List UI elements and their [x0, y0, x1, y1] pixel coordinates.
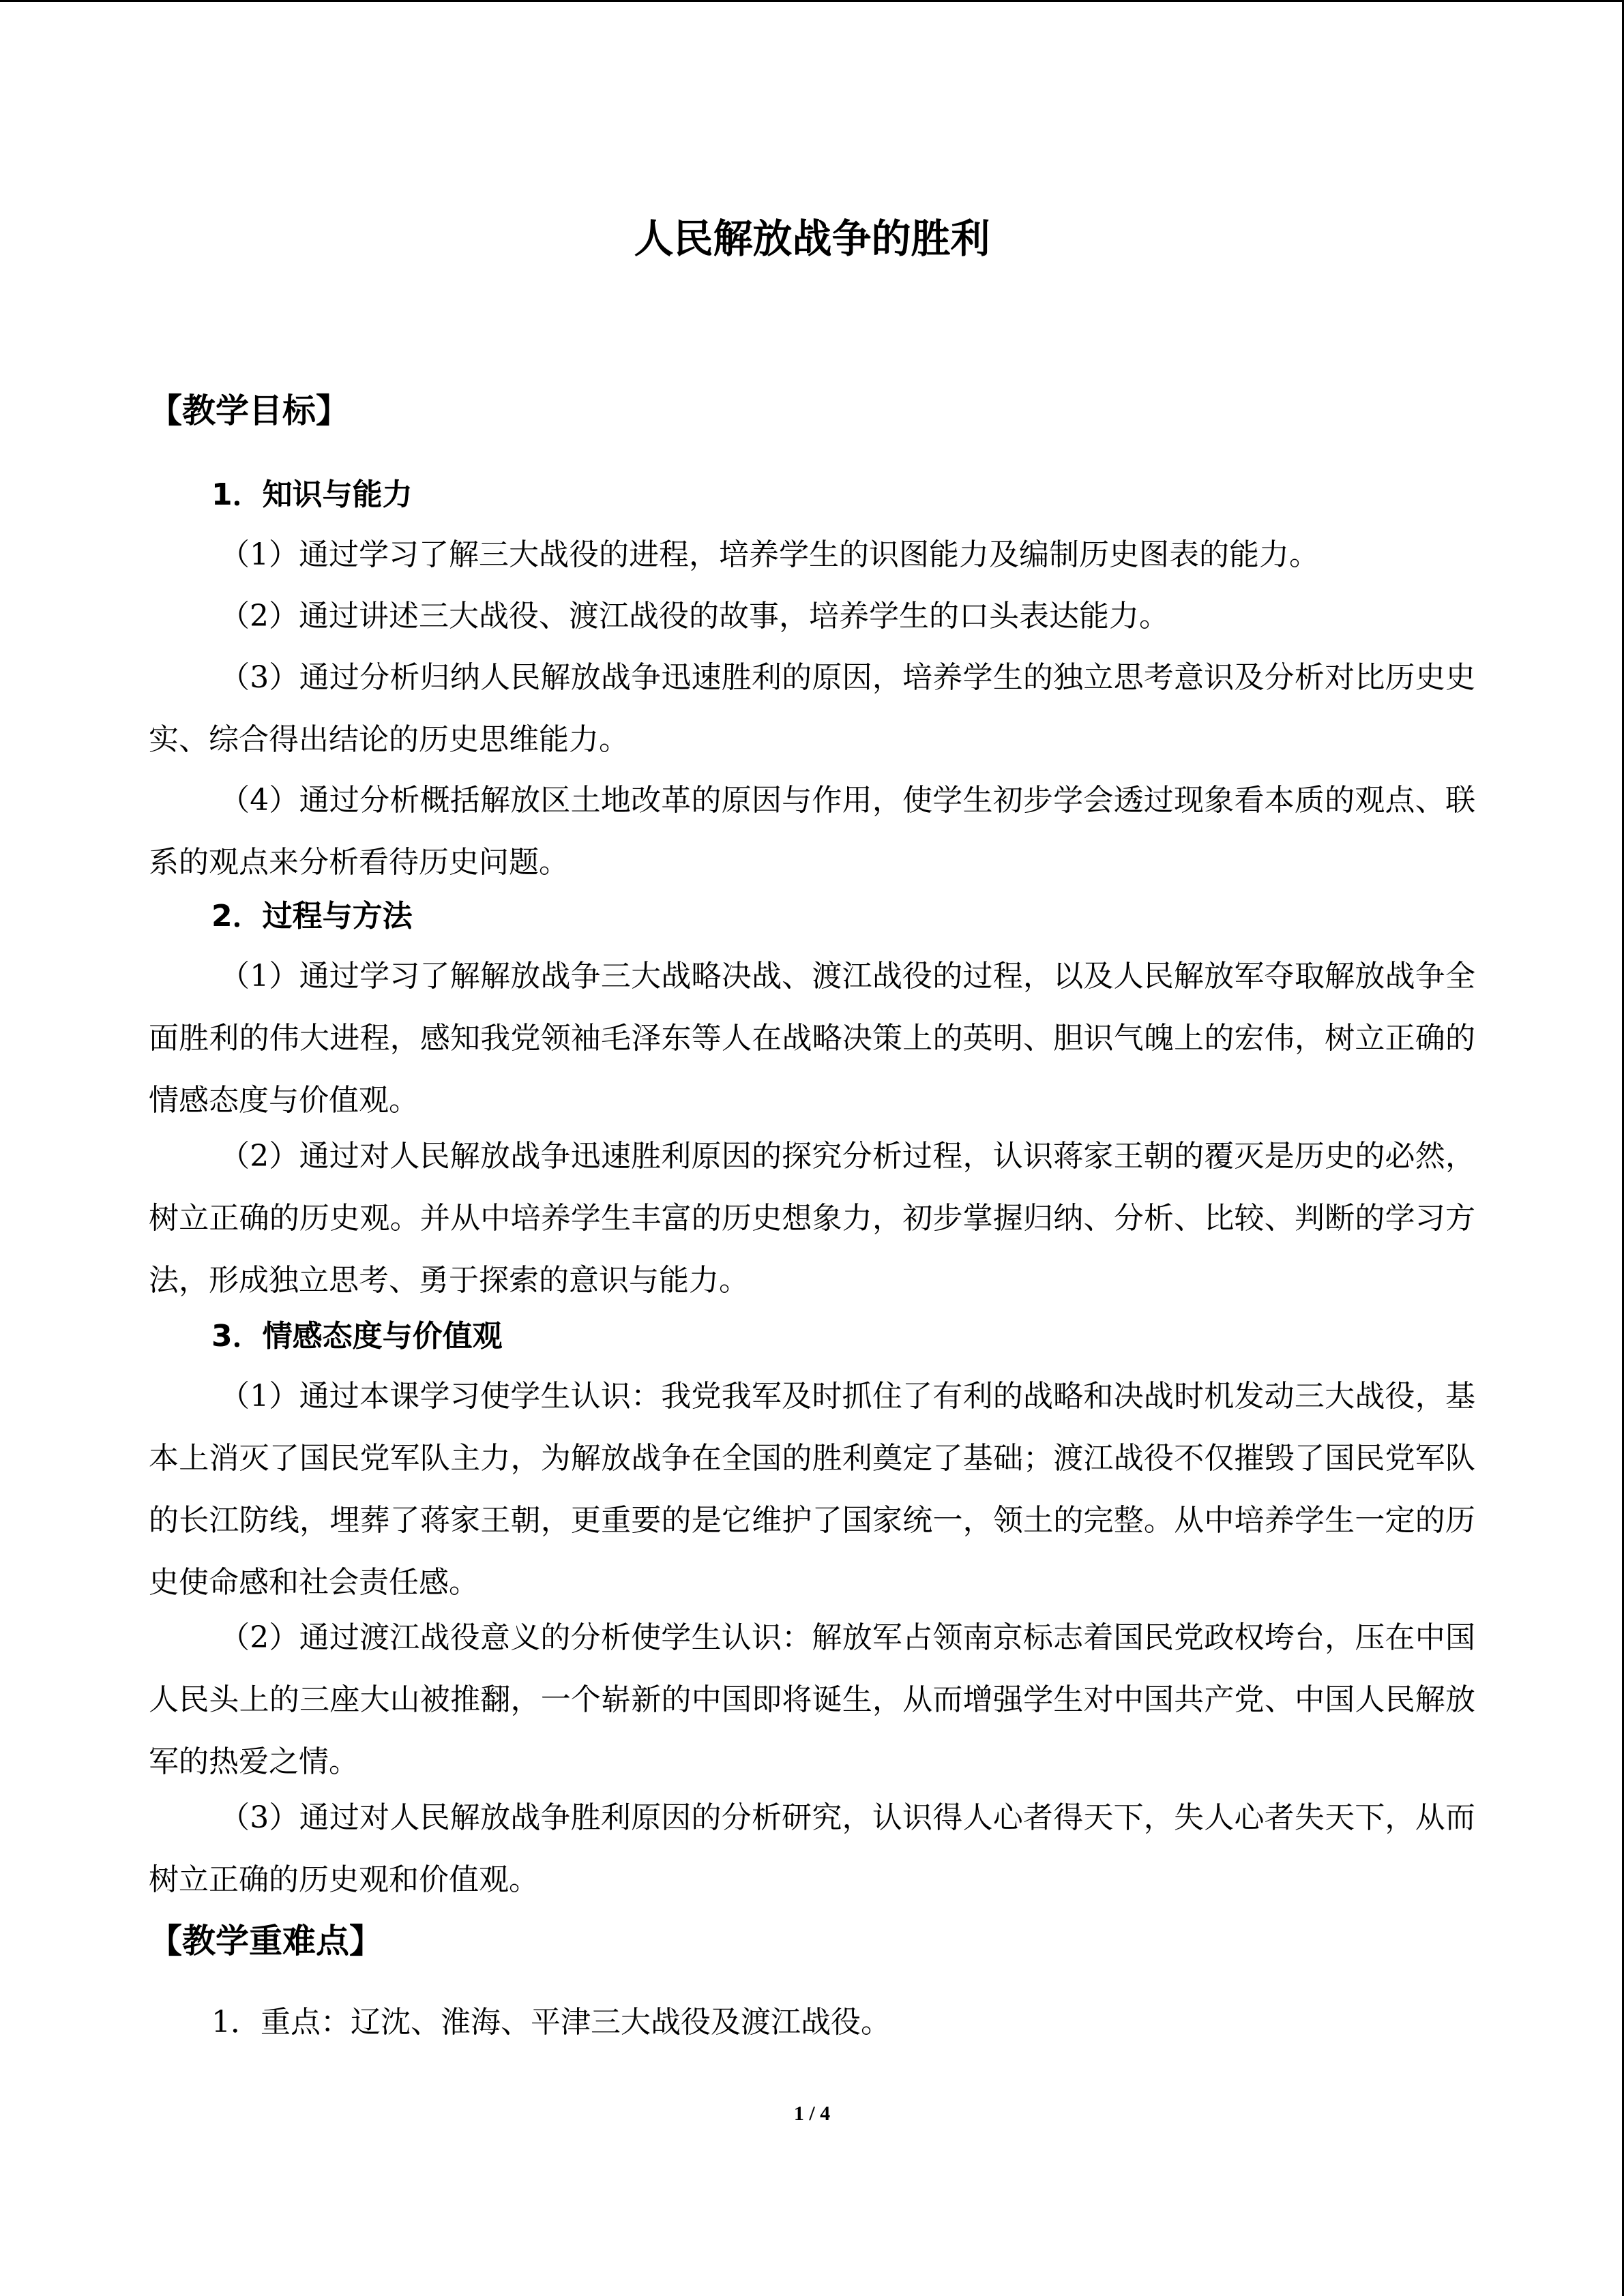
paragraph: （1）通过学习了解解放战争三大战略决战、渡江战役的过程，以及人民解放军夺取解放战争全面胜利的伟大进程，感知我党领袖毛泽东等人在战略决策上的英明、胆识气魄上的宏伟，树立正确的情感态度与价值观。	[149, 959, 1475, 1118]
paragraph: （2）通过讲述三大战役、渡江战役的故事，培养学生的口头表达能力。	[220, 599, 1169, 633]
key-point-item: 1．重点：辽沈、淮海、平津三大战役及渡江战役。	[211, 2005, 891, 2040]
paragraph: （2）通过渡江战役意义的分析使学生认识：解放军占领南京标志着国民党政权垮台，压在中国人民头上的三座大山被推翻，一个崭新的中国即将诞生，从而增强学生对中国共产党、中国人民解放军的热爱之情。	[149, 1620, 1475, 1779]
subsection-heading-process-method: 2．过程与方法	[211, 899, 413, 934]
paragraph: （1）通过本课学习使学生认识：我党我军及时抓住了有利的战略和决战时机发动三大战役，基本上消灭了国民党军队主力，为解放战争在全国的胜利奠定了基础；渡江战役不仅摧毁了国民党军队的长江防线，埋葬了蒋家王朝，更重要的是它维护了国家统一，领土的完整。从中培养学生一定的历史使命感和社会责任感。	[149, 1379, 1475, 1600]
subsection-heading-emotion-values: 3．情感态度与价值观	[211, 1319, 503, 1354]
paragraph: （4）通过分析概括解放区土地改革的原因与作用，使学生初步学会透过现象看本质的观点、联系的观点来分析看待历史问题。	[149, 783, 1475, 880]
section-heading-key-difficult-points: 【教学重难点】	[149, 1922, 383, 1960]
section-heading-teaching-goals: 【教学目标】	[149, 391, 350, 430]
paragraph: （3）通过对人民解放战争胜利原因的分析研究，认识得人心者得天下，失人心者失天下，从而树立正确的历史观和价值观。	[149, 1800, 1475, 1897]
paragraph: （2）通过对人民解放战争迅速胜利原因的探究分析过程，认识蒋家王朝的覆灭是历史的必然，树立正确的历史观。并从中培养学生丰富的历史想象力，初步掌握归纳、分析、比较、判断的学习方法，形成独立思考、勇于探索的意识与能力。	[149, 1139, 1475, 1298]
document-title: 人民解放战争的胜利	[634, 215, 990, 262]
paragraph: （3）通过分析归纳人民解放战争迅速胜利的原因，培养学生的独立思考意识及分析对比历史史实、综合得出结论的历史思维能力。	[149, 660, 1475, 757]
page-number: 1 / 4	[793, 2102, 831, 2125]
subsection-heading-knowledge-ability: 1．知识与能力	[211, 477, 413, 512]
paragraph: （1）通过学习了解三大战役的进程，培养学生的识图能力及编制历史图表的能力。	[220, 537, 1319, 572]
